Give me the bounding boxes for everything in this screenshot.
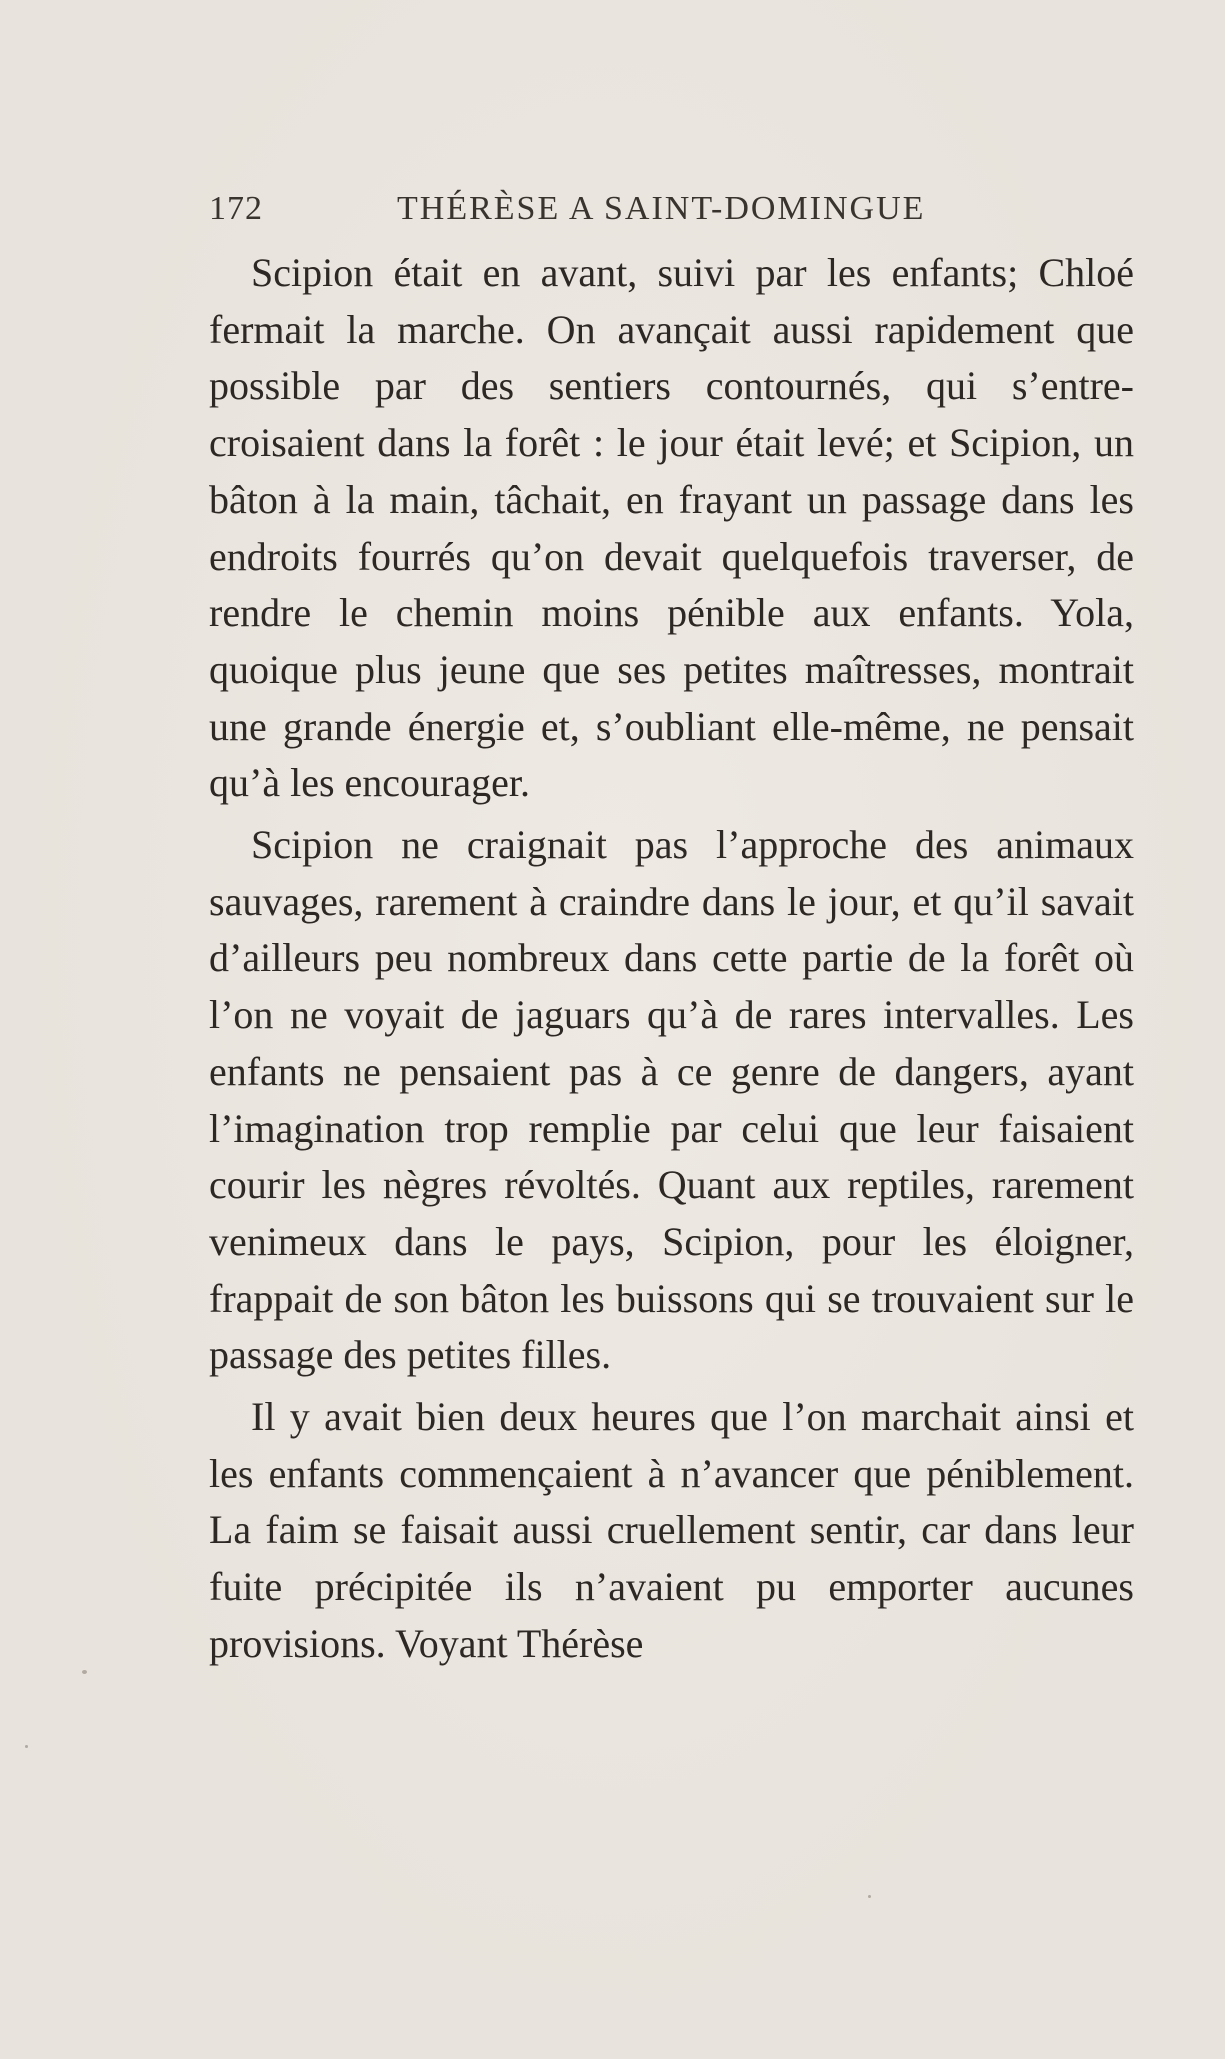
page-header <box>209 190 1209 240</box>
paragraph: Il y avait bien deux heures que l’on marchait ainsi et les enfants commençaient à n’avancer que péniblement. La faim se faisait aussi cruellement sentir, car dans leur fuite précipitée ils n’avaient pu emporter aucunes provisions. Voyant Thérèse <box>209 1394 1134 1666</box>
paper-speck <box>868 1895 871 1898</box>
running-title: THÉRÈSE A SAINT-DOMINGUE <box>397 190 926 227</box>
body-text <box>209 245 1134 1673</box>
page-number: 172 <box>209 190 263 227</box>
paragraph: Scipion ne craignait pas l’approche des animaux sauvages, rarement à craindre dans le jour, et qu’il savait d’ailleurs peu nombreux dans cette partie de la forêt où l’on ne voyait de jaguars qu’à de rares intervalles. Les enfants ne pensaient pas à ce genre de dangers, ayant l’imagination trop remplie par celui que leur faisaient courir les nègres révoltés. Quant aux reptiles, rarement venimeux dans le pays, Scipion, pour les éloigner, frappait de son bâton les buissons qui se trouvaient sur le passage des petites filles. <box>209 822 1134 1378</box>
paper-speck <box>25 1745 28 1748</box>
paragraph: Scipion était en avant, suivi par les enfants; Chloé fermait la marche. On avançait aussi rapidement que possible par des sentiers contournés, qui s’entre-croisaient dans la forêt : le jour était levé; et Scipion, un bâton à la main, tâchait, en frayant un passage dans les endroits fourrés qu’on devait quelquefois traverser, de rendre le chemin moins pénible aux enfants. Yola, quoique plus jeune que ses petites maîtresses, montrait une grande énergie et, s’oubliant elle-même, ne pensait qu’à les encourager. <box>209 250 1134 806</box>
paper-speck <box>82 1670 87 1674</box>
